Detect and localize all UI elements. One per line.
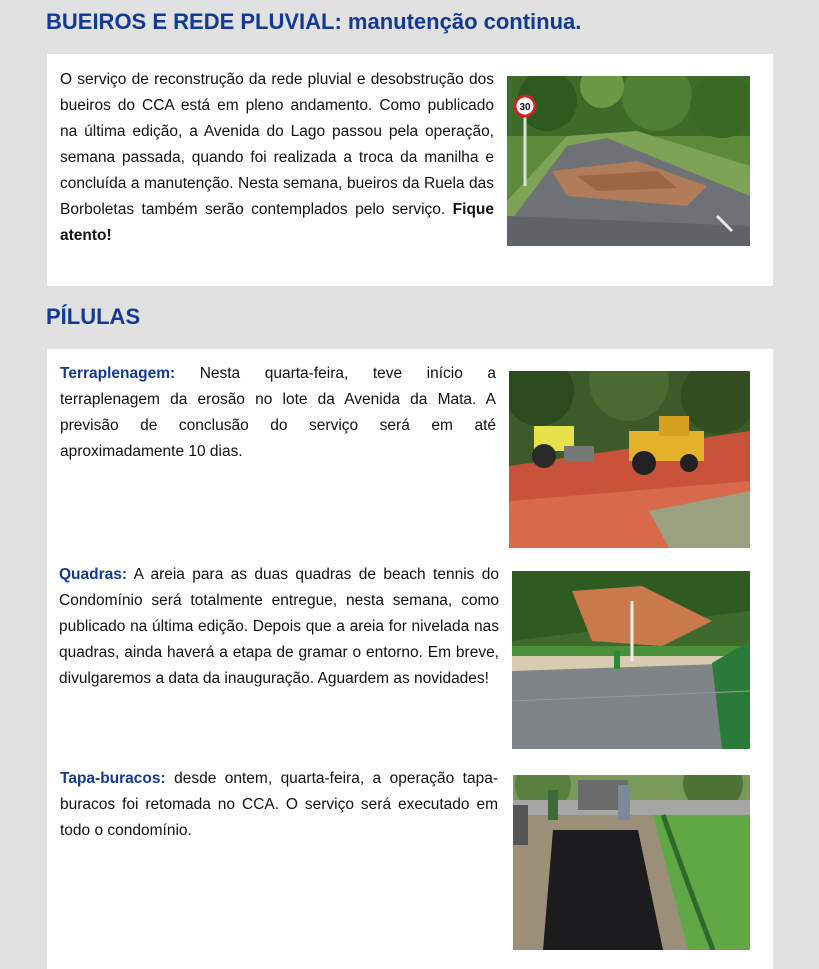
pilula-text: Nesta quarta-feira, teve início a terraplenagem da erosão no lote da Avenida da Mata. A previsão de conclusão do serviço será em até aproximadamente 10 dias. xyxy=(60,365,497,460)
article-emphasis: Fique atento! xyxy=(60,201,495,244)
pilula-lead: Tapa-buracos: xyxy=(60,770,166,787)
photo-pothole-repair xyxy=(513,775,750,950)
photo-road-storm-drain xyxy=(507,76,750,246)
section-title-bueiros: BUEIROS E REDE PLUVIAL: manutenção continua. xyxy=(46,9,582,34)
photo-earthwork-backhoe xyxy=(509,371,750,548)
article-body-bueiros xyxy=(60,67,494,249)
article-card-pilulas xyxy=(47,349,773,969)
article-card-bueiros xyxy=(47,54,773,286)
article-text: O serviço de reconstrução da rede pluvial e desobstrução dos bueiros do CCA está em pleno andamento. Como publicado na última edição, a Avenida do Lago passou pela operação, semana passada, quando foi realizada a troca da manilha e concluída a manutenção. Nesta semana, bueiros da Ruela das Borboletas também serão contemplados pelo serviço. xyxy=(60,71,494,218)
section-title-pilulas: PÍLULAS xyxy=(46,304,141,329)
pilula-lead: Quadras: xyxy=(59,566,128,583)
pilula-quadras xyxy=(59,562,499,692)
speed-sign-number: 30 xyxy=(519,102,531,113)
pilula-text: desde ontem, quarta-feira, a operação tapa-buracos foi retomada no CCA. O serviço será executado em todo o condomínio. xyxy=(60,770,498,839)
pilula-text: A areia para as duas quadras de beach tennis do Condomínio será totalmente entregue, nesta semana, como publicado na última edição. Depois que a areia for nivelada nas quadras, ainda haverá a etapa de gramar o entorno. Em breve, divulgaremos a data da inauguração. Aguardem as novidades! xyxy=(59,566,499,687)
pilula-lead: Terraplenagem: xyxy=(60,365,176,382)
photo-beach-tennis-courts xyxy=(512,571,750,749)
pilula-tapa-buracos xyxy=(60,766,498,844)
pilula-terraplenagem xyxy=(60,361,496,465)
